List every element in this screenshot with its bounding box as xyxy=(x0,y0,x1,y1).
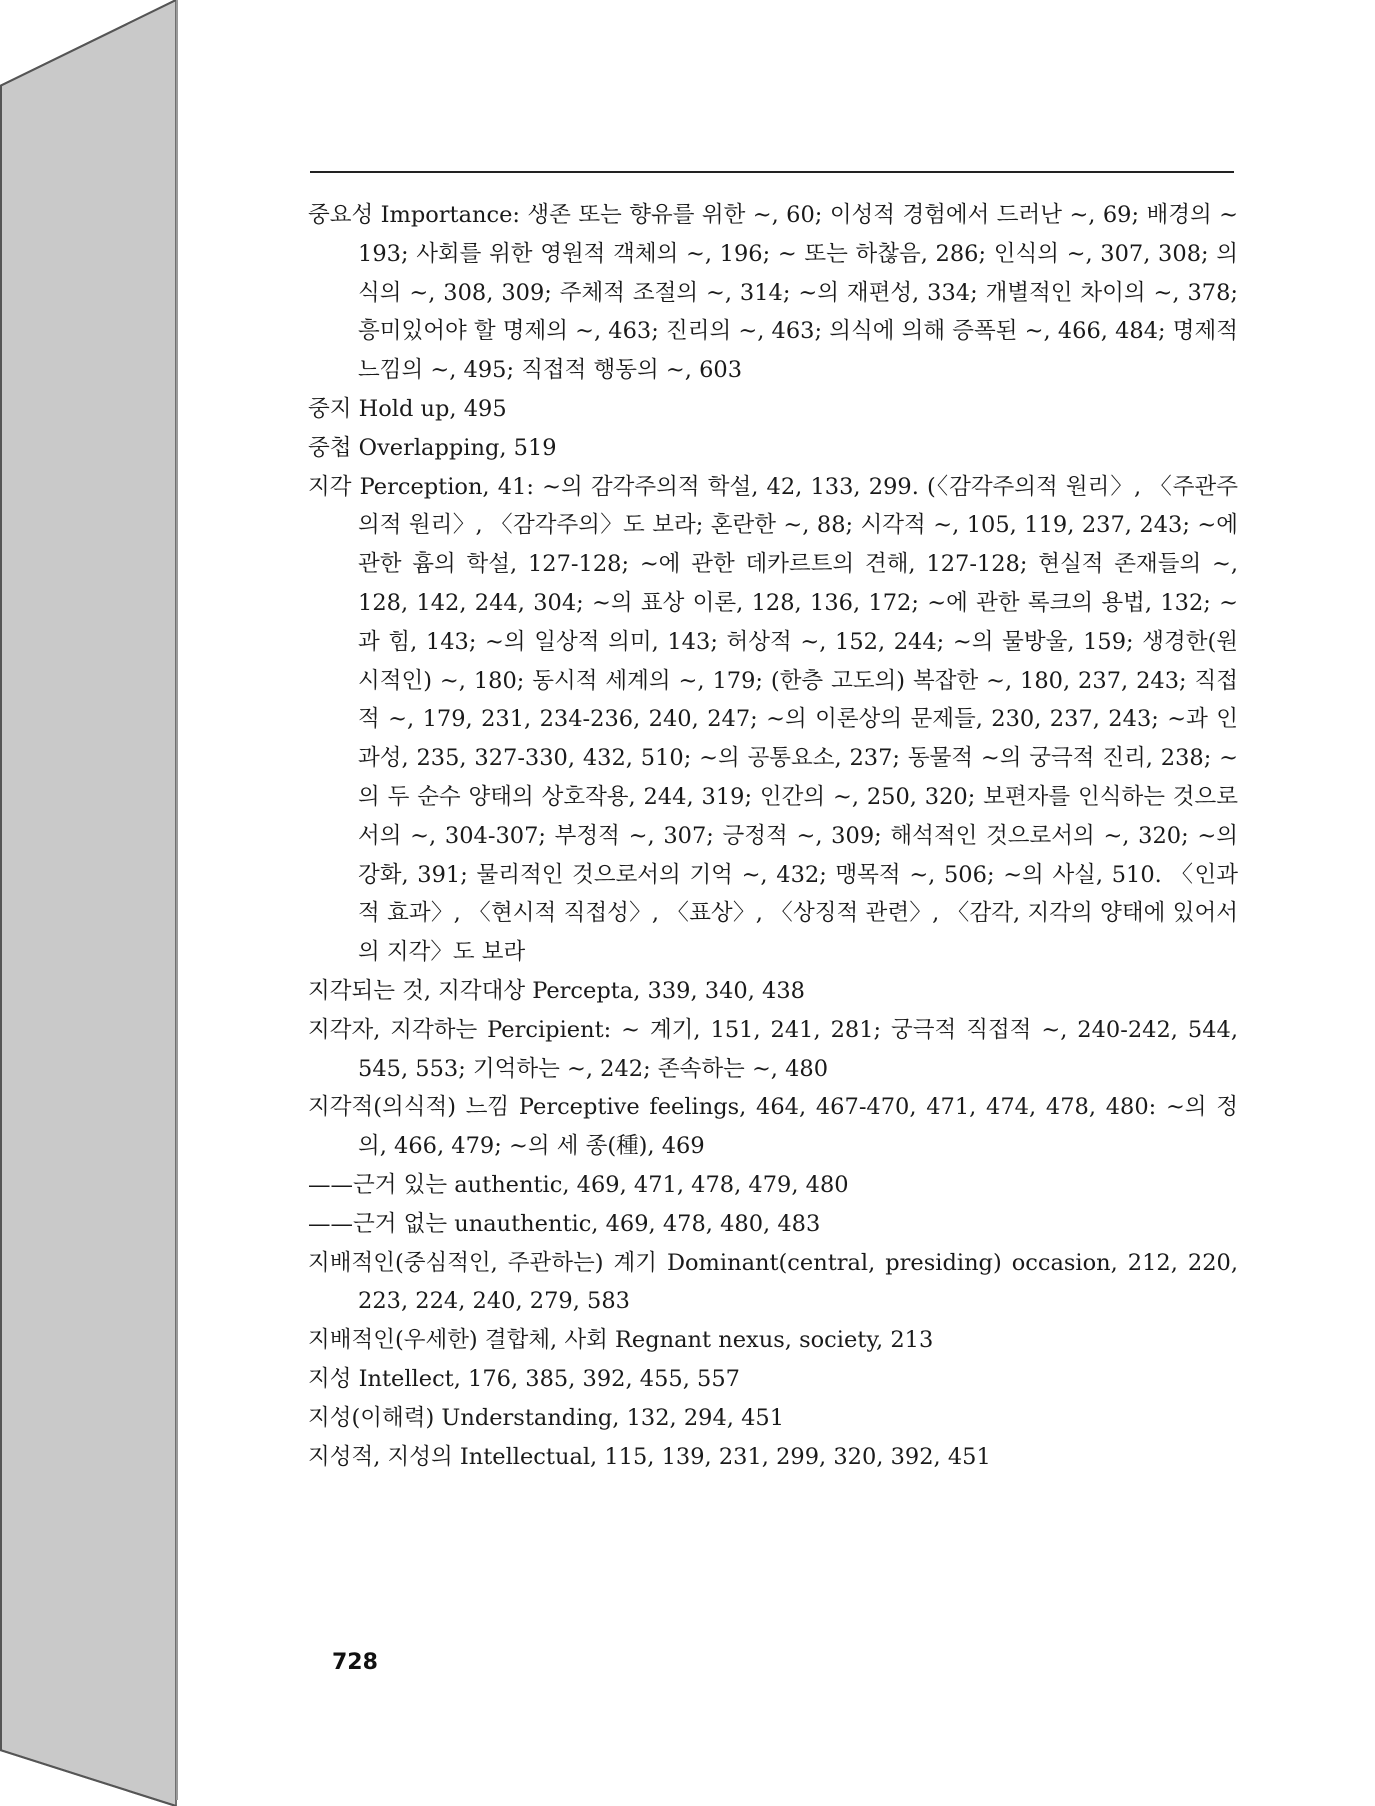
index-entry-hold-up: 중지 Hold up, 495 xyxy=(308,395,507,422)
index-entry-regnant-nexus: 지배적인(우세한) 결합체, 사회 Regnant nexus, society, 213 xyxy=(308,1327,934,1354)
index-entry-dominant-occasion: 지배적인(중심적인, 주관하는) 계기 Dominant(central, presiding) occasion, 212, 220, 223, 224, 240, 279, 583 xyxy=(308,1249,1238,1315)
index-entry-perceptive-feelings: 지각적(의식적) 느낌 Perceptive feelings, 464, 467-470, 471, 474, 478, 480: ~의 정의, 466, 479; ~의 세 종(種), 469 xyxy=(308,1094,1238,1160)
index-entry-overlapping: 중첩 Overlapping, 519 xyxy=(308,434,557,461)
index-entry-understanding: 지성(이해력) Understanding, 132, 294, 451 xyxy=(308,1404,785,1431)
index-entry-percepta: 지각되는 것, 지각대상 Percepta, 339, 340, 438 xyxy=(308,977,805,1004)
index-entry-importance: 중요성 Importance: 생존 또는 향유를 위한 ~, 60; 이성적 경험에서 드러난 ~, 69; 배경의 ~ 193; 사회를 위한 영원적 객체의 ~, 196; ~ 또는 하찮음, 286; 인식의 ~, 307, 308; 의식의 ~, 308, 309; 주체적 조절의 ~, 314; ~의 재편성, 334; 개별적인 차이의 ~, 378; 흥미있어야 할 명제의 ~, 463; 진리의 ~, 463; 의식에 의해 증폭된 ~, 466, 484; 명제적 느낌의 ~, 495; 직접적 행동의 ~, 603 xyxy=(308,202,1238,384)
index-entry-intellect: 지성 Intellect, 176, 385, 392, 455, 557 xyxy=(308,1365,740,1392)
index-entry-authentic: ——근거 있는 authentic, 469, 471, 478, 479, 480 xyxy=(308,1171,849,1198)
index-entry-unauthentic: ——근거 없는 unauthentic, 469, 478, 480, 483 xyxy=(308,1210,821,1237)
index-entries xyxy=(308,196,1238,1476)
index-entry-percipient: 지각자, 지각하는 Percipient: ~ 계기, 151, 241, 281; 궁극적 직접적 ~, 240-242, 544, 545, 553; 기억하는 ~, 242; 존속하는 ~, 480 xyxy=(308,1016,1238,1082)
index-entry-intellectual: 지성적, 지성의 Intellectual, 115, 139, 231, 299, 320, 392, 451 xyxy=(308,1443,991,1470)
index-entry-perception: 지각 Perception, 41: ~의 감각주의적 학설, 42, 133, 299. (〈감각주의적 원리〉, 〈주관주의적 원리〉, 〈감각주의〉도 보라; 혼란한 ~, 88; 시각적 ~, 105, 119, 237, 243; ~에 관한 흄의 학설, 127-128; ~에 관한 데카르트의 견해, 127-128; 현실적 존재들의 ~, 128, 142, 244, 304; ~의 표상 이론, 128, 136, 172; ~에 관한 록크의 용법, 132; ~과 힘, 143; ~의 일상적 의미, 143; 허상적 ~, 152, 244; ~의 물방울, 159; 생경한(원시적인) ~, 180; 동시적 세계의 ~, 179; (한층 고도의) 복잡한 ~, 180, 237, 243; 직접적 ~, 179, 231, 234-236, 240, 247; ~의 이론상의 문제들, 230, 237, 243; ~과 인과성, 235, 327-330, 432, 510; ~의 공통요소, 237; 동물적 ~의 궁극적 진리, 238; ~의 두 순수 양태의 상호작용, 244, 319; 인간의 ~, 250, 320; 보편자를 인식하는 것으로서의 ~, 304-307; 부정적 ~, 307; 긍정적 ~, 309; 해석적인 것으로서의 ~, 320; ~의 강화, 391; 물리적인 것으로서의 기억 ~, 432; 맹목적 ~, 506; ~의 사실, 510. 〈인과적 효과〉, 〈현시적 직접성〉, 〈표상〉, 〈상징적 관련〉, 〈감각, 지각의 양태에 있어서의 지각〉도 보라 xyxy=(308,473,1238,966)
page-number: 728 xyxy=(332,1650,378,1675)
header-rule xyxy=(310,171,1234,173)
